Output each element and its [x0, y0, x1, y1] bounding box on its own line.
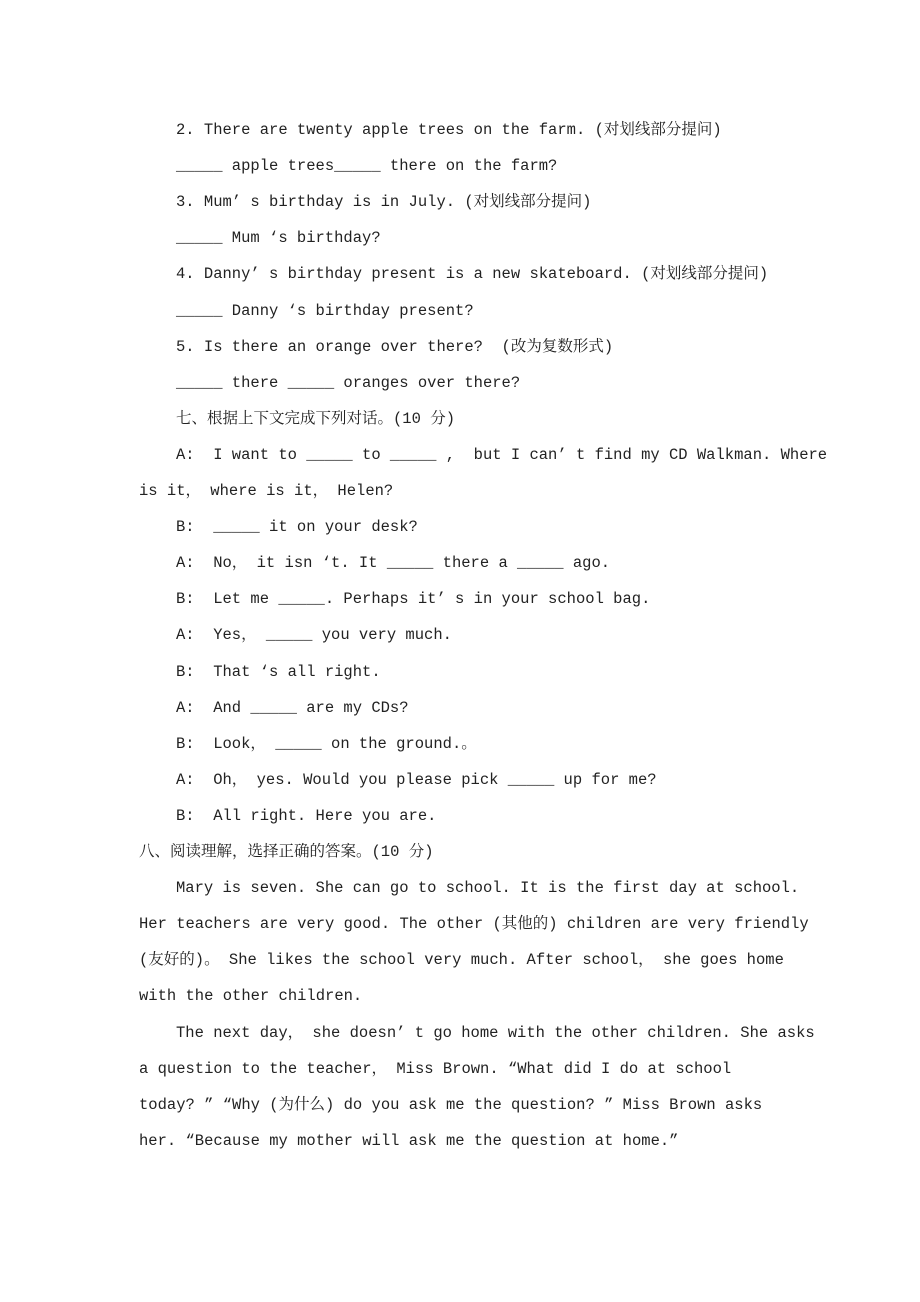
text-line: _____ apple trees_____ there on the farm? — [176, 157, 558, 176]
text-line: A: Yes， _____ you very much. — [176, 626, 452, 645]
text-line: 2. There are twenty apple trees on the farm. (对划线部分提问) — [176, 121, 722, 139]
text-line: _____ there _____ oranges over there? — [176, 373, 521, 392]
text-line: B: _____ it on your desk? — [176, 518, 418, 537]
text-line: A: Oh， yes. Would you please pick _____ up for me? — [176, 770, 657, 789]
text-line: A: I want to _____ to _____ , but I can’ t find my CD Walkman. Where — [176, 445, 828, 464]
text-line: 4. Danny’ s birthday present is a new skateboard. (对划线部分提问) — [176, 265, 769, 284]
text-line: Her teachers are very good. The other (其他的) children are very friendly — [139, 915, 809, 934]
text-line: B: All right. Here you are. — [176, 806, 437, 825]
text-line: 七、根据上下文完成下列对话。(10 分) — [176, 409, 456, 428]
text-line: a question to the teacher， Miss Brown. “What did I do at school — [139, 1059, 732, 1078]
text-line: 3. Mum’ s birthday is in July. (对划线部分提问) — [176, 193, 592, 212]
text-line: A: And _____ are my CDs? — [176, 698, 409, 717]
text-line: with the other children. — [139, 987, 363, 1006]
text-line: her. “Because my mother will ask me the question at home.” — [139, 1131, 679, 1150]
text-line: today? ” “Why (为什么) do you ask me the question? ” Miss Brown asks — [139, 1095, 763, 1114]
text-line: is it， where is it， Helen? — [139, 482, 394, 500]
text-line: B: That ‘s all right. — [176, 662, 381, 681]
text-line: B: Let me _____. Perhaps it’ s in your school bag. — [176, 590, 651, 609]
text-line: _____ Mum ‘s birthday? — [176, 229, 381, 248]
text-line: Mary is seven. She can go to school. It is the first day at school. — [176, 879, 800, 898]
text-line: (友好的)。 She likes the school very much. After school， she goes home — [139, 951, 784, 970]
text-line: 5. Is there an orange over there? (改为复数形式) — [176, 337, 614, 356]
text-line: A: No， it isn ‘t. It _____ there a _____ ago. — [176, 554, 611, 573]
text-line: 八、阅读理解，选择正确的答案。(10 分) — [139, 843, 434, 861]
text-line: _____ Danny ‘s birthday present? — [176, 301, 474, 320]
text-line: The next day， she doesn’ t go home with the other children. She asks — [176, 1023, 815, 1042]
text-line: B: Look， _____ on the ground.。 — [176, 734, 477, 753]
